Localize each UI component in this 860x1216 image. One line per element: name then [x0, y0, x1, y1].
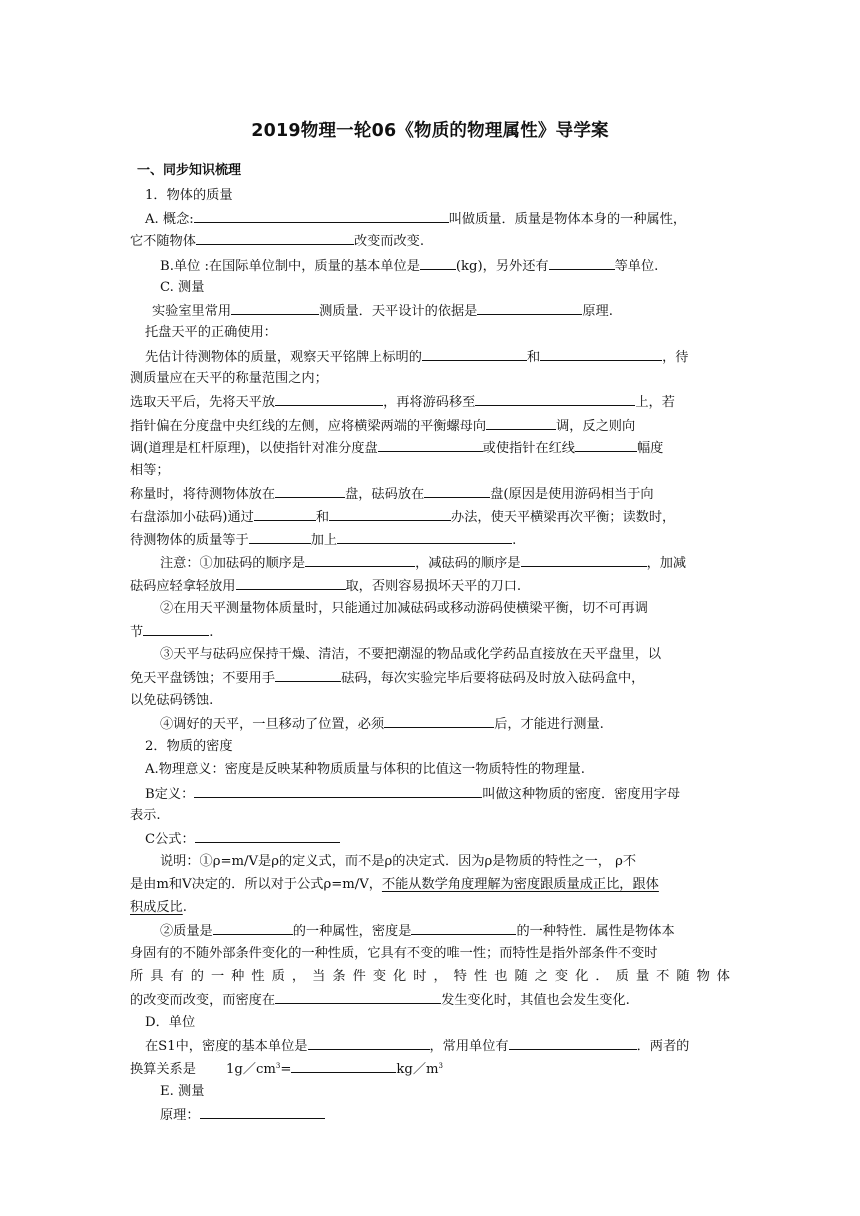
text-line: B.单位 :在国际单位制中，质量的基本单位是 (kg)，另外还有 等单位.	[160, 256, 760, 277]
answer-blank	[540, 347, 662, 361]
text-line: 指针偏在分度盘中央红线的左侧，应将横梁两端的平衡螺母向 调，反之则向	[130, 416, 730, 437]
text-line: ③天平与砝码应保持干燥、清洁，不要把潮湿的物品或化学药品直接放在天平盘里，以	[160, 647, 662, 662]
text-line: 在S1中，密度的基本单位是 ，常用单位有 ．两者的	[145, 1036, 745, 1057]
answer-blank	[486, 416, 556, 430]
answer-blank	[475, 392, 635, 406]
text-line: 免天平盘锈蚀；不要用手 砝码，每次实验完毕后要将砝码及时放入砝码盒中，	[130, 668, 730, 689]
text-line: 换算关系是 $1g/cm^3=$ $kg/m^3$	[130, 1059, 730, 1080]
text-line: ②质量是 的一种属性，密度是 的一种特性．属性是物体本	[160, 921, 760, 942]
text-line: 右盘添加小砝码)通过 和 办法，使天平横梁再次平衡；读数时，	[130, 507, 730, 528]
answer-blank	[509, 1036, 637, 1050]
answer-blank	[194, 784, 482, 798]
text-line: 的改变而改变，而密度在 发生变化时，其值也会发生变化.	[130, 990, 730, 1011]
text-line: 测质量应在天平的称量范围之内；	[130, 371, 328, 386]
text-line: A. 概念: 叫做质量．质量是物体本身的一种属性，	[145, 209, 730, 230]
text-line: 砝码应轻拿轻放用 取，否则容易损坏天平的刀口.	[130, 576, 730, 597]
text-line: 以免砝码锈蚀.	[130, 693, 214, 708]
answer-blank	[575, 438, 637, 452]
answer-blank	[254, 507, 316, 521]
answer-blank	[424, 484, 490, 498]
text-line: 相等；	[130, 463, 170, 478]
answer-blank	[305, 553, 415, 567]
answer-blank	[194, 209, 449, 223]
text-line: ④调好的天平，一旦移动了位置，必须 后，才能进行测量.	[160, 714, 760, 735]
answer-blank	[337, 530, 512, 544]
answer-blank	[195, 829, 340, 843]
answer-blank	[420, 256, 456, 270]
text-line: 2．物质的密度	[145, 739, 233, 754]
text-line: B定义： 叫做这种物质的密度．密度用字母	[145, 784, 745, 805]
text-line: 称量时，将待测物体放在 盘，砝码放在 盘(原因是使用游码相当于向	[130, 484, 730, 505]
answer-blank	[275, 484, 345, 498]
text-line: E. 测量	[160, 1084, 205, 1099]
text-line: ②在用天平测量物体质量时，只能通过加减砝码或移动游码使横梁平衡，切不可再调	[160, 601, 648, 616]
text-line: 待测物体的质量等于 加上 .	[130, 530, 730, 551]
text-line: 1．物体的质量	[145, 188, 233, 203]
answer-blank	[143, 622, 209, 636]
answer-blank	[291, 1059, 396, 1073]
text-line: A.物理意义：密度是反映某种物质质量与体积的比值这一物质特性的物理量.	[145, 762, 585, 777]
section-heading: 一、同步知识梳理	[137, 163, 242, 178]
text-line: 实验室里常用 测质量．天平设计的依据是 原理.	[152, 301, 752, 322]
text-line: 注意：①加砝码的顺序是 ，减砝码的顺序是 ，加减	[160, 553, 760, 574]
answer-blank	[200, 1105, 325, 1119]
text-line: 是由m和V决定的．所以对于公式ρ=m/V，不能从数学角度理解为密度跟质量成正比，跟体	[130, 877, 659, 892]
text-line: 它不随物体 改变而改变.	[130, 231, 730, 252]
answer-blank	[477, 301, 582, 315]
document-title: 2019物理一轮06《物质的物理属性》导学案	[251, 121, 609, 141]
answer-blank	[249, 530, 311, 544]
text-line: 所具有的一种性质，当条件变化时，特性也随之变化．质量不随物体	[130, 969, 730, 984]
text-line: 调(道理是杠杆原理)，以使指针对准分度盘 或使指针在红线 幅度	[130, 438, 730, 459]
text-line: 原理：	[160, 1105, 760, 1126]
text-line: 说明：①ρ=m/V是ρ的定义式，而不是ρ的决定式．因为ρ是物质的特性之一， ρ不	[160, 854, 637, 869]
text-line: C. 测量	[160, 280, 205, 295]
answer-blank	[275, 392, 383, 406]
text-line: D．单位	[145, 1015, 196, 1030]
answer-blank	[213, 921, 293, 935]
text-line: C公式：	[145, 829, 745, 850]
text-line: 积成反比.	[130, 900, 187, 915]
answer-blank	[384, 714, 494, 728]
text-line: 先估计待测物体的质量，观察天平铭牌上标明的 和 ，待	[145, 347, 745, 368]
answer-blank	[549, 256, 615, 270]
answer-blank	[378, 438, 483, 452]
text-line: 托盘天平的正确使用：	[145, 325, 277, 340]
answer-blank	[236, 576, 346, 590]
answer-blank	[275, 668, 341, 682]
text-line: 选取天平后，先将天平放 ，再将游码移至 上，若	[130, 392, 730, 413]
answer-blank	[411, 921, 516, 935]
answer-blank	[308, 1036, 430, 1050]
answer-blank	[521, 553, 647, 567]
answer-blank	[329, 507, 451, 521]
answer-blank	[275, 990, 441, 1004]
answer-blank	[231, 301, 319, 315]
text-line: 身固有的不随外部条件变化的一种性质，它具有不变的唯一性；而特性是指外部条件不变时	[130, 946, 658, 961]
answer-blank	[422, 347, 527, 361]
text-line: 节 .	[130, 622, 730, 643]
answer-blank	[196, 231, 354, 245]
text-line: 表示.	[130, 808, 161, 823]
